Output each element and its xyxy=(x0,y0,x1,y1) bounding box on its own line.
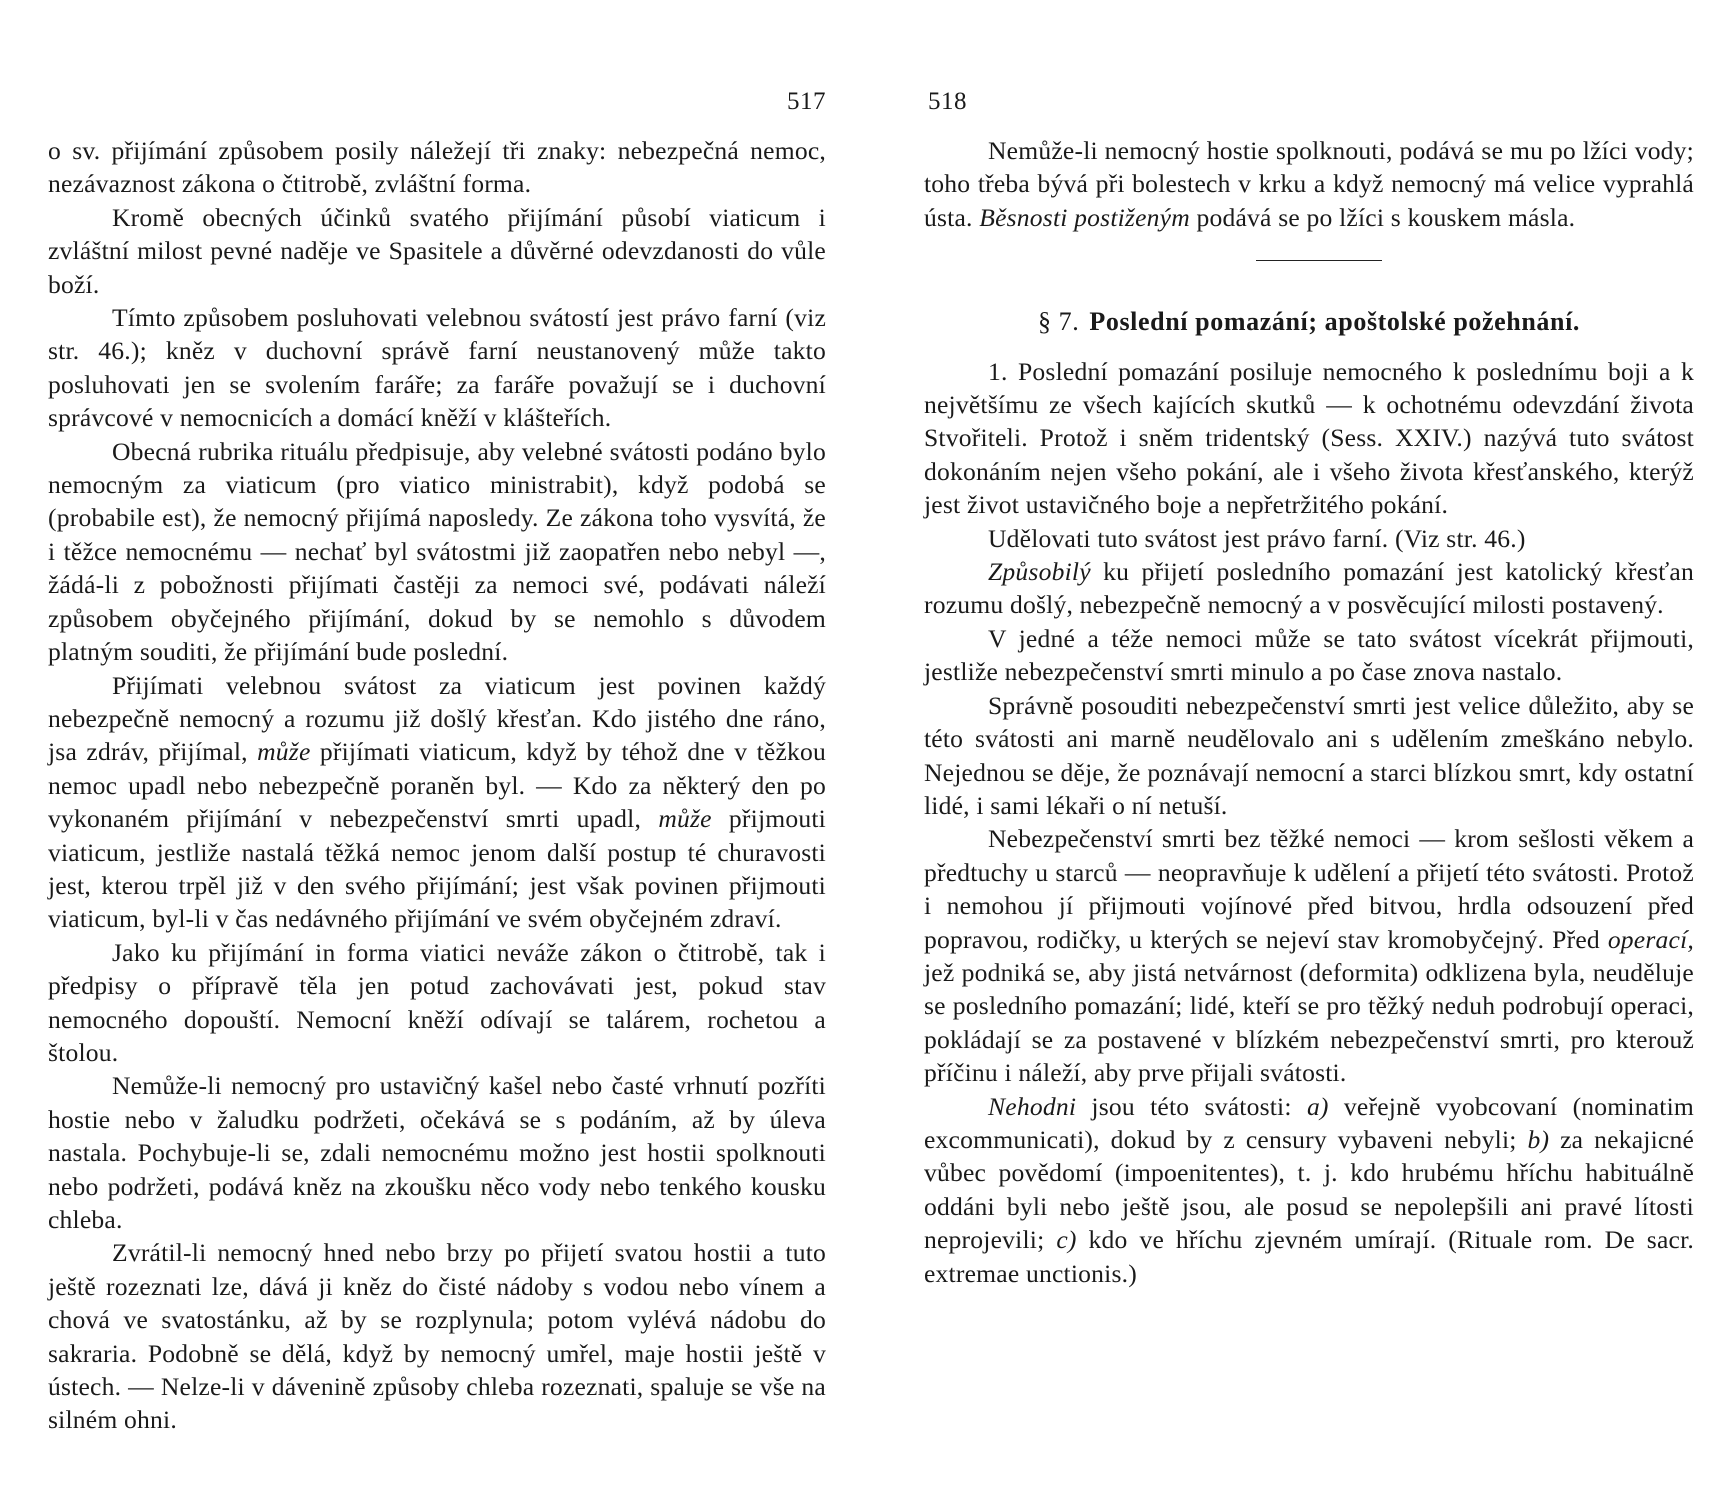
paragraph: V jedné a téže nemoci může se tato svátost vícekrát přijmouti, jestliže nebezpečenství smrti minulo a po čase znova nastalo. xyxy=(924,623,1694,687)
paragraph: Kromě obecných účinků svatého přijímání působí viaticum i zvláštní milost pevné naděje ve Spasitele a důvěrné odevzdanosti do vůle boží. xyxy=(48,202,826,299)
left-page xyxy=(48,0,826,1500)
section-heading: § 7. Poslední pomazání; apoštolské požehnání. xyxy=(1037,307,1581,337)
paragraph: o sv. přijímání způsobem posily náležejí tři znaky: nebezpečná nemoc, nezávaznost zákona o čtitrobě, zvláštní forma. xyxy=(48,136,826,199)
paragraph: Správně posouditi nebezpečenství smrti jest velice důležito, aby se této svátosti ani marně neudělovalo ani s udělením zmeškáno nebylo. Nejednou se děje, že poznávají nemocní a starci blízkou smrt, kdy ostatní lidé, i sami lékaři o ní netuší. xyxy=(924,690,1694,820)
page-number: 518 xyxy=(928,88,967,115)
page-number: 517 xyxy=(787,88,826,115)
paragraph: Zvrátil-li nemocný hned nebo brzy po přijetí svatou hostii a tuto ještě rozeznati lze, dává ji kněz do čisté nádoby s vodou nebo vínem a chová ve svatostánku, až by se rozplynula; potom vylévá nádobu do sakraria. Podobně se dělá, když by nemocný umřel, maje hostii ještě v ústech. — Nelze-li v dávenině způsoby chleba rozeznati, spaluje se vše na silném ohni. xyxy=(48,1238,826,1435)
page-text xyxy=(924,134,1694,1290)
paragraph: Způsobilý ku přijetí posledního pomazání jest katolický křesťan rozumu došlý, nebezpečně nemocný a v posvěcující milosti postavený. xyxy=(924,557,1694,620)
paragraph: Obecná rubrika rituálu předpisuje, aby velebné svátosti podáno bylo nemocným za viaticum (pro viatico ministrabit), když podobá se (probabile est), že nemocný přijímá naposledy. Ze zákona toho vysvítá, že i těžce nemocnému — nechať byl svátostmi již zaopatřen nebo nebyl —, žádá-li z pobožnosti přijímati častěji za nemoci své, podávati náleží způsobem obyčejného přijímání, dokud by se nemohlo s důvodem platným souditi, že přijímání bude poslední. xyxy=(48,436,826,667)
paragraph: 1. Poslední pomazání posiluje nemocného k poslednímu boji a k největšímu ze všech kajících skutků — k ochotnému odevzdání života Stvořiteli. Protož i sněm tridentský (Sess. XXIV.) nazývá tuto svátost dokonáním nejen všeho pokání, ale i všeho života křesťanského, kterýž jest život ustavičného boje a nepřetržitého pokání. xyxy=(924,356,1694,520)
paragraph: Nehodni jsou této svátosti: a) veřejně vyobcovaní (nominatim excommunicati), dokud by z censury vybaveni nebyli; b) za nekajicné vůbec povědomí (impoenitentes), t. j. kdo hrubému hříchu habituálně oddáni byli nebo ještě jsou, ale posud se nepolepšili ani pravé lítosti neprojevili; c) kdo ve hříchu zjevném umírají. (Rituale rom. De sacr. extremae unctionis.) xyxy=(924,1091,1695,1288)
paragraph: Udělovati tuto svátost jest právo farní. (Viz str. 46.) xyxy=(988,523,1526,553)
right-page xyxy=(924,0,1694,1500)
paragraph: Nemůže-li nemocný hostie spolknouti, podává se mu po lžíci vody; toho třeba bývá při bolestech v krku a když nemocný má velice vyprahlá ústa. Běsnosti postiženým podává se po lžíci s kouskem másla. xyxy=(924,136,1694,232)
paragraph: Tímto způsobem posluhovati velebnou svátostí jest právo farní (viz str. 46.); kněz v duchovní správě farní neustanovený může takto posluhovati jen se svolením faráře; za faráře považují se i duchovní správcové v nemocnicích a domácí kněží v klášteřích. xyxy=(48,303,826,433)
page-text xyxy=(48,134,826,1437)
paragraph: Nebezpečenství smrti bez těžké nemoci — krom sešlosti věkem a předtuchy u starců — neopravňuje k udělení a přijetí této svátosti. Protož i nemohou jí přijmouti vojínové před bitvou, hrdla odsouzení před popravou, rodičky, u kterých se nejeví stav kromobyčejný. Před operací, jež podniká se, aby jistá netvárnost (deformita) odklizena byla, neuděluje se posledního pomazání; lidé, kteří se pro těžký neduh podrobují operaci, pokládají se za postavené v blízkém nebezpečenství smrti, pro kterouž příčinu i náleží, aby prve přijali svátosti. xyxy=(924,824,1694,1088)
paragraph: Přijímati velebnou svátost za viaticum jest povinen každý nebezpečně nemocný a rozumu již došlý křesťan. Kdo jistého dne ráno, jsa zdráv, přijímal, může přijímati viaticum, když by téhož dne v těžkou nemoc upadl nebo nebezpečně poraněn byl. — Kdo za některý den po vykonaném přijímání v nebezpečenství smrti upadl, může přijmouti viaticum, jestliže nastalá těžká nemoc jenom další postup té churavosti jest, kterou trpěl již v den svého přijímání; jest však povinen přijmouti viaticum, byl-li v čas nedávného přijímání ve svém obyčejném zdraví. xyxy=(48,670,827,934)
paragraph: Nemůže-li nemocný pro ustavičný kašel nebo časté vrhnutí pozříti hostie nebo v žaludku podržeti, očekává se s podáním, až by úleva nastala. Pochybuje-li se, zdali nemocnému možno jest hostii spolknouti nebo podržeti, podává kněz na zkoušku něco vody nebo tenkého kousku chleba. xyxy=(48,1071,826,1234)
paragraph: Jako ku přijímání in forma viatici neváže zákon o čtitrobě, tak i předpisy o přípravě těla jen potud zachovávati jest, pokud stav nemocného dopouští. Nemocní kněží odívají se talárem, rochetou a štolou. xyxy=(48,937,826,1067)
section-divider xyxy=(1256,260,1382,261)
